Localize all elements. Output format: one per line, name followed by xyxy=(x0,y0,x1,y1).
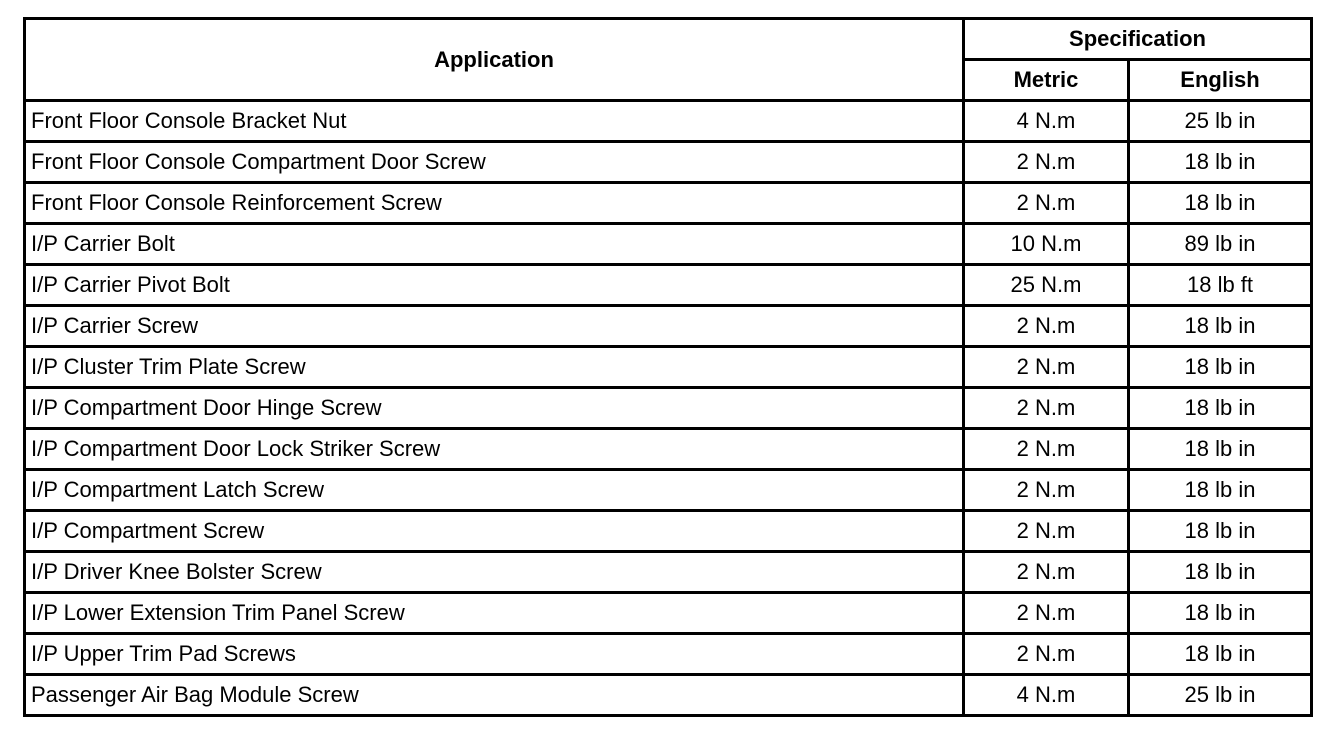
metric-cell: 2 N.m xyxy=(964,511,1129,552)
table-row xyxy=(25,388,1312,429)
metric-cell: 2 N.m xyxy=(964,306,1129,347)
english-cell: 18 lb in xyxy=(1129,511,1312,552)
application-cell: I/P Carrier Bolt xyxy=(25,224,964,265)
application-cell: Passenger Air Bag Module Screw xyxy=(25,675,964,716)
application-cell: I/P Compartment Screw xyxy=(25,511,964,552)
metric-cell: 10 N.m xyxy=(964,224,1129,265)
english-cell: 25 lb in xyxy=(1129,675,1312,716)
english-cell: 18 lb in xyxy=(1129,429,1312,470)
application-cell: I/P Driver Knee Bolster Screw xyxy=(25,552,964,593)
english-cell: 18 lb in xyxy=(1129,634,1312,675)
table-row xyxy=(25,634,1312,675)
english-cell: 18 lb in xyxy=(1129,552,1312,593)
table-row xyxy=(25,593,1312,634)
metric-cell: 2 N.m xyxy=(964,388,1129,429)
english-cell: 18 lb in xyxy=(1129,142,1312,183)
english-cell: 18 lb in xyxy=(1129,470,1312,511)
table-row xyxy=(25,552,1312,593)
application-cell: I/P Carrier Screw xyxy=(25,306,964,347)
table-row xyxy=(25,347,1312,388)
application-cell: Front Floor Console Compartment Door Screw xyxy=(25,142,964,183)
english-cell: 18 lb ft xyxy=(1129,265,1312,306)
application-cell: I/P Compartment Latch Screw xyxy=(25,470,964,511)
table-row xyxy=(25,470,1312,511)
metric-cell: 4 N.m xyxy=(964,101,1129,142)
table-row xyxy=(25,224,1312,265)
english-cell: 18 lb in xyxy=(1129,593,1312,634)
table-row xyxy=(25,306,1312,347)
english-cell: 89 lb in xyxy=(1129,224,1312,265)
metric-cell: 2 N.m xyxy=(964,593,1129,634)
table-row xyxy=(25,265,1312,306)
application-cell: I/P Compartment Door Hinge Screw xyxy=(25,388,964,429)
application-cell: I/P Upper Trim Pad Screws xyxy=(25,634,964,675)
table-row xyxy=(25,511,1312,552)
table-row xyxy=(25,101,1312,142)
metric-cell: 2 N.m xyxy=(964,183,1129,224)
table-row xyxy=(25,675,1312,716)
metric-cell: 2 N.m xyxy=(964,552,1129,593)
metric-cell: 2 N.m xyxy=(964,347,1129,388)
application-cell: I/P Compartment Door Lock Striker Screw xyxy=(25,429,964,470)
table-body xyxy=(25,101,1312,716)
metric-cell: 2 N.m xyxy=(964,142,1129,183)
application-cell: I/P Lower Extension Trim Panel Screw xyxy=(25,593,964,634)
application-cell: Front Floor Console Reinforcement Screw xyxy=(25,183,964,224)
metric-cell: 25 N.m xyxy=(964,265,1129,306)
english-header: English xyxy=(1129,60,1312,101)
header-row-top xyxy=(25,19,1312,60)
fastener-specification-table xyxy=(23,17,1313,717)
metric-cell: 4 N.m xyxy=(964,675,1129,716)
english-cell: 18 lb in xyxy=(1129,347,1312,388)
document-page xyxy=(23,17,1313,717)
english-cell: 25 lb in xyxy=(1129,101,1312,142)
table-row xyxy=(25,429,1312,470)
metric-cell: 2 N.m xyxy=(964,470,1129,511)
table-header xyxy=(25,19,1312,101)
english-cell: 18 lb in xyxy=(1129,183,1312,224)
english-cell: 18 lb in xyxy=(1129,306,1312,347)
specification-header: Specification xyxy=(964,19,1312,60)
application-cell: Front Floor Console Bracket Nut xyxy=(25,101,964,142)
application-cell: I/P Cluster Trim Plate Screw xyxy=(25,347,964,388)
application-cell: I/P Carrier Pivot Bolt xyxy=(25,265,964,306)
metric-cell: 2 N.m xyxy=(964,429,1129,470)
table-row xyxy=(25,183,1312,224)
application-header: Application xyxy=(25,19,964,101)
table-row xyxy=(25,142,1312,183)
metric-header: Metric xyxy=(964,60,1129,101)
english-cell: 18 lb in xyxy=(1129,388,1312,429)
metric-cell: 2 N.m xyxy=(964,634,1129,675)
